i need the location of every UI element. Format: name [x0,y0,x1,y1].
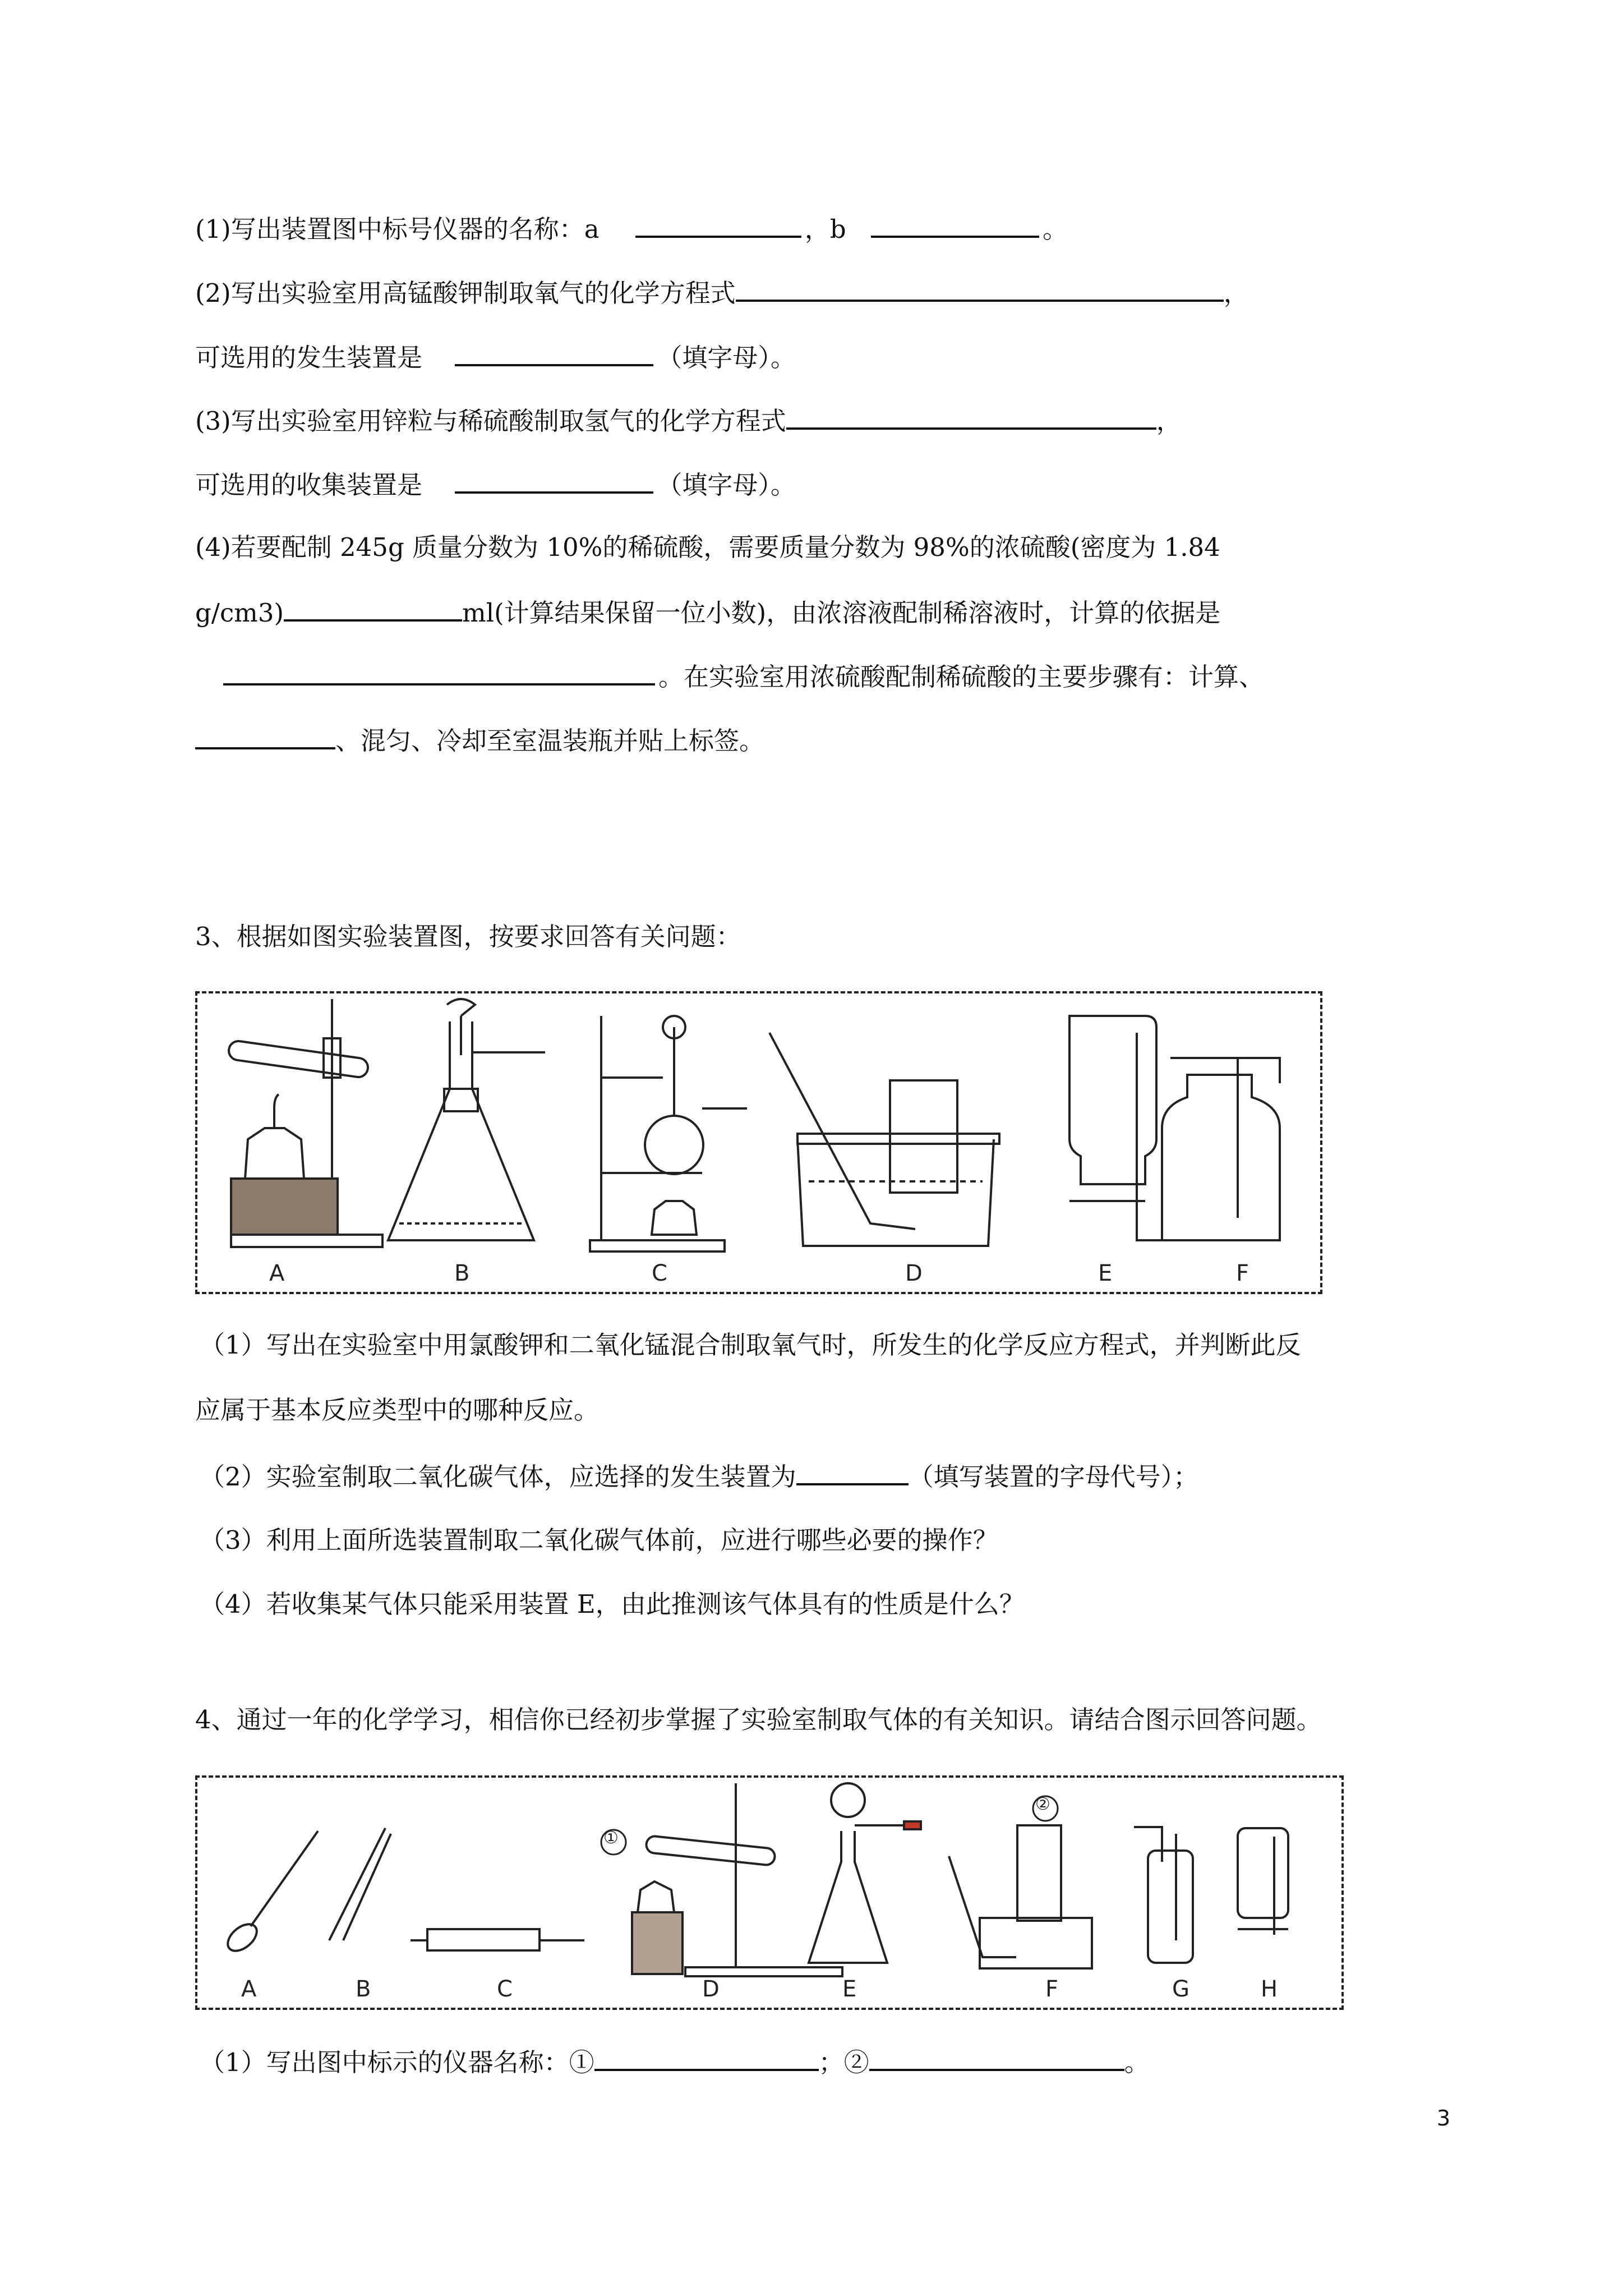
figure4-label-e: E [842,1976,857,2002]
answer-blank-collector[interactable] [455,467,653,494]
page-number: 3 [1436,2106,1450,2131]
syringe-barrel-C [427,1929,540,1950]
figure3-label-d: D [905,1260,923,1286]
q2b-post: （填字母）。 [657,343,796,372]
bottle-F [1162,1075,1280,1240]
answer-blank-co2-generator[interactable] [796,1458,909,1485]
alcohol-lamp-A [245,1128,304,1179]
wood-block-A [231,1179,338,1235]
answer-blank-b[interactable] [871,211,1039,238]
valve-E [904,1821,921,1829]
tube-E [1137,1033,1207,1240]
tube-H [1238,1837,1288,1935]
test-tube-A [228,1040,369,1078]
q3-s3: （3）利用上面所选装置制取二氧化碳气体前，应进行哪些必要的操作？ [200,1525,998,1555]
q3-s2-pre: （2）实验室制取二氧化碳气体，应选择的发生装置为 [200,1462,796,1492]
q4b-post: ml(计算结果保留一位小数)，由浓溶液配制稀溶液时，计算的依据是 [462,598,1221,628]
q3-s2-post: （填写装置的字母代号）； [908,1462,1199,1492]
q1-line [195,211,1068,246]
q4c-line [195,659,1264,694]
answer-blank-equation-kmno4[interactable] [736,275,1224,302]
q4c-post: 。在实验室用浓硫酸配制稀硫酸的主要步骤有：计算、 [658,662,1265,692]
block-D [632,1912,683,1974]
q3a-text: (3)写出实验室用锌粒与稀硫酸制取氢气的化学方程式 [195,406,786,436]
figure3-label-a: A [269,1260,285,1286]
q4-s1-mid: ；② [818,2047,869,2077]
q3b-line [195,467,796,502]
q3-s1b: 应属于基本反应类型中的哪种反应。 [195,1395,600,1425]
answer-blank-generator[interactable] [455,339,653,366]
bottle-G [1148,1851,1193,1963]
question4-title: 4、通过一年的化学学习，相信你已经初步掌握了实验室制取气体的有关知识。请结合图示回答问题。 [195,1705,1322,1734]
q1-mid-text: ，b [804,214,846,244]
q3a-line [195,403,1182,438]
delivery-tube-F [949,1856,1016,1957]
trough-F [980,1918,1092,1968]
delivery-tube-D [769,1033,915,1229]
funnel-B [447,999,475,1055]
figure3-label-f: F [1236,1260,1249,1286]
funnel-E [831,1783,865,1817]
q4-s1-pre: （1）写出图中标示的仪器名称：① [200,2047,594,2077]
gas-jar-D [890,1080,957,1193]
flame-A [274,1094,279,1128]
stand-base-A [231,1235,382,1247]
tubes-G [1134,1827,1176,1940]
figure4-mark2: ② [1035,1795,1050,1814]
question3-title: 3、根据如图实验装置图，按要求回答有关问题： [195,922,741,951]
q2a-text: (2)写出实验室用高锰酸钾制取氧气的化学方程式 [195,278,736,308]
q3-s2-line [200,1458,1198,1494]
q4d-line [195,723,764,758]
figure3-label-e: E [1098,1260,1113,1286]
figure3-label-c: C [652,1260,667,1286]
q3-s1a: （1）写出在实验室中用氯酸钾和二氧化锰混合制取氧气时，所发生的化学反应方程式，并判断此反 [200,1330,1301,1360]
figure4-apparatus [195,1775,1344,2010]
q4-s1-post: 。 [1124,2047,1150,2077]
q2a-post: ， [1223,278,1249,308]
spoon-bowl-A [223,1919,261,1956]
answer-blank-instrument2[interactable] [869,2044,1124,2071]
answer-blank-step[interactable] [195,723,335,749]
q3a-post: ， [1156,406,1182,436]
figure4-label-a: A [241,1976,257,2002]
q4b-line [195,595,1220,630]
q1-post-text: 。 [1043,214,1068,244]
lamp-C [652,1201,697,1235]
bottle-H [1238,1828,1288,1918]
q3-s4: （4）若收集某气体只能采用装置 E，由此推测该气体具有的性质是什么？ [200,1589,1025,1619]
figure4-mark1: ① [603,1828,619,1848]
q4b-pre: g/cm3) [195,598,284,628]
lamp-D [638,1881,674,1912]
q4-s1-line [200,2044,1150,2079]
figure4-label-c: C [497,1976,513,2002]
figure3-drawing [197,993,1325,1296]
q1-text: (1)写出装置图中标号仪器的名称：a [195,214,600,244]
stand-base-C [590,1240,725,1251]
answer-blank-basis[interactable] [223,659,655,685]
q2a-line [195,275,1249,310]
answer-blank-volume[interactable] [284,595,462,622]
figure3-apparatus [195,991,1322,1294]
q3b-post: （填字母）。 [657,470,796,500]
bottle-E [1069,1016,1156,1184]
q4a-line: (4)若要配制 245g 质量分数为 10%的稀硫酸，需要质量分数为 98%的浓硫酸(密度为 1.84 [195,532,1220,562]
figure4-label-f: F [1045,1976,1059,2002]
figure4-label-g: G [1172,1976,1189,2002]
answer-blank-instrument1[interactable] [594,2044,819,2071]
figure4-label-d: D [702,1976,720,2002]
q2b-text: 可选用的发生装置是 [195,343,423,372]
q3b-text: 可选用的收集装置是 [195,470,423,500]
round-flask-C [645,1116,703,1174]
answer-blank-equation-h2[interactable] [786,403,1156,430]
figure4-label-h: H [1261,1976,1278,2002]
figure4-label-b: B [356,1976,371,2002]
answer-blank-a[interactable] [635,211,801,238]
flask-E [809,1831,887,1963]
q4d-post: 、混匀、冷却至室温装瓶并贴上标签。 [335,726,765,756]
stand-base-D [685,1967,842,1976]
figure3-label-b: B [454,1260,470,1286]
spoon-handle-A [251,1831,318,1926]
q2b-line [195,339,796,375]
gas-jar-F [1017,1825,1061,1921]
tweezers-B [329,1828,391,1940]
test-tube-D [645,1835,776,1866]
